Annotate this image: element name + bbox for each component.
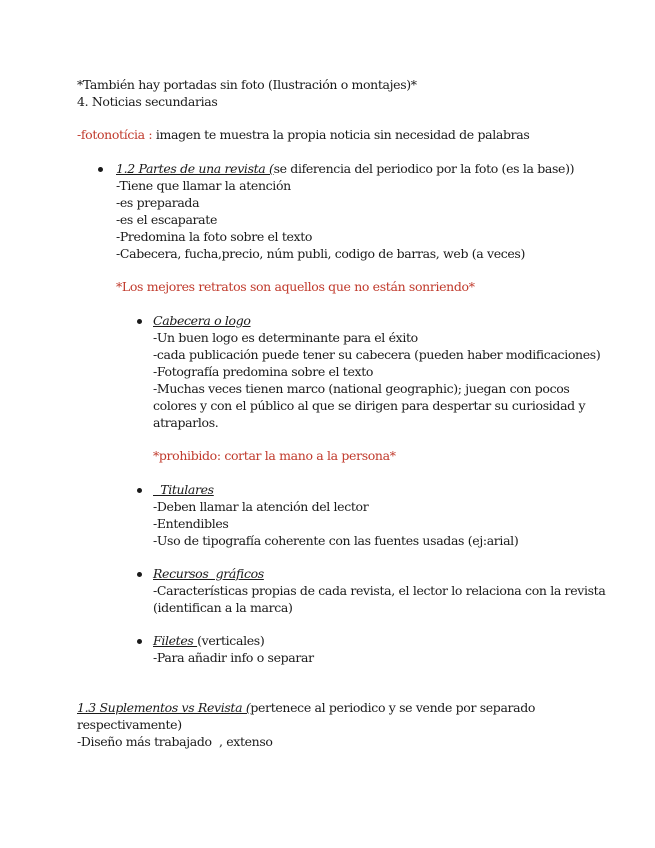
suplementos-heading-line bbox=[77, 699, 535, 716]
recursos-item: (identifican a la marca) bbox=[153, 600, 293, 615]
bullet-recursos bbox=[137, 572, 142, 577]
suplementos-heading-rest: pertenece al periodico y se vende por separado bbox=[250, 700, 536, 715]
cabecera-item: colores y con el público al que se dirigen para despertar su curiosidad y bbox=[153, 398, 586, 413]
fotonoticia-term: -fotonotícia : bbox=[77, 127, 153, 142]
partes-item: -es preparada bbox=[116, 195, 200, 210]
partes-heading-rest: se diferencia del periodico por la foto (es la base)) bbox=[273, 161, 575, 176]
partes-item: -Predomina la foto sobre el texto bbox=[116, 229, 313, 244]
cabecera-item: -Fotografía predomina sobre el texto bbox=[153, 364, 374, 379]
partes-heading-line bbox=[116, 160, 574, 177]
titulares-item: -Deben llamar la atención del lector bbox=[153, 499, 369, 514]
fotonoticia-line bbox=[77, 126, 529, 143]
filetes-item: -Para añadir info o separar bbox=[153, 650, 314, 665]
recursos-heading: Recursos gráficos bbox=[153, 566, 264, 581]
partes-item: -es el escaparate bbox=[116, 212, 217, 227]
noticias-secundarias: 4. Noticias secundarias bbox=[77, 94, 218, 109]
partes-heading: 1.2 Partes de una revista ( bbox=[116, 161, 274, 176]
cabecera-item: -Un buen logo es determinante para el éxito bbox=[153, 330, 418, 345]
bullet-filetes bbox=[137, 639, 142, 644]
cabecera-item: -cada publicación puede tener su cabecera (pueden haber modificaciones) bbox=[153, 347, 601, 362]
titulares-heading: Titulares bbox=[153, 482, 214, 497]
cabecera-item: atraparlos. bbox=[153, 415, 219, 430]
cabecera-item: -Muchas veces tienen marco (national geographic); juegan con pocos bbox=[153, 381, 570, 396]
titulares-item: -Entendibles bbox=[153, 516, 229, 531]
partes-item: -Tiene que llamar la atención bbox=[116, 178, 291, 193]
cabecera-heading: Cabecera o logo bbox=[153, 313, 251, 328]
filetes-heading-line bbox=[153, 632, 264, 649]
suplementos-line2: respectivamente) bbox=[77, 717, 182, 732]
filetes-heading-rest: (verticales) bbox=[197, 633, 265, 648]
recursos-item: -Características propias de cada revista, el lector lo relaciona con la revista bbox=[153, 583, 606, 598]
suplementos-heading: 1.3 Suplementos vs Revista ( bbox=[77, 700, 251, 715]
titulares-item: -Uso de tipografía coherente con las fuentes usadas (ej:arial) bbox=[153, 533, 519, 548]
portadas-note: *También hay portadas sin foto (Ilustración o montajes)* bbox=[77, 77, 417, 92]
prohibido-note: *prohibido: cortar la mano a la persona* bbox=[153, 448, 396, 463]
filetes-heading: Filetes bbox=[153, 633, 198, 648]
partes-item: -Cabecera, fucha,precio, núm publi, codigo de barras, web (a veces) bbox=[116, 246, 526, 261]
bullet-titulares bbox=[137, 488, 142, 493]
suplementos-line3: -Diseño más trabajado , extenso bbox=[77, 734, 273, 749]
fotonoticia-definition: imagen te muestra la propia noticia sin necesidad de palabras bbox=[152, 127, 530, 142]
retratos-note: *Los mejores retratos son aquellos que no están sonriendo* bbox=[116, 279, 475, 294]
bullet-partes bbox=[98, 167, 103, 172]
bullet-cabecera bbox=[137, 319, 142, 324]
